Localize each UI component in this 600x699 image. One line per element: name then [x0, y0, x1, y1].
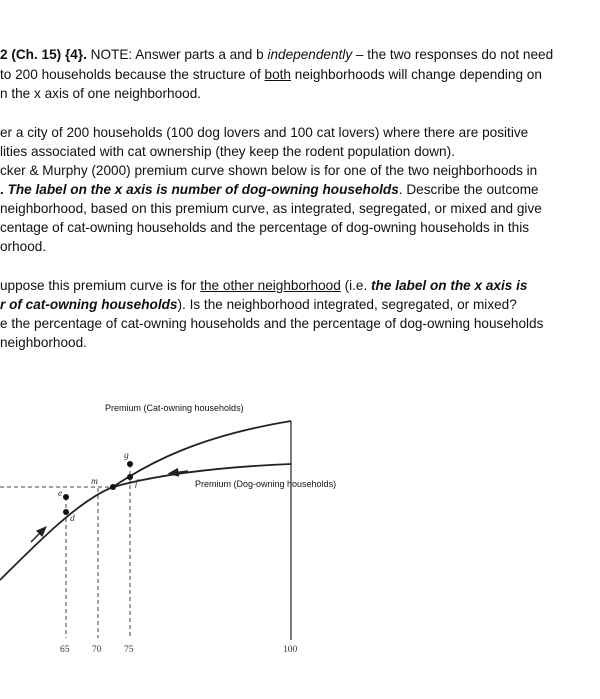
part-a-line-5: neighborhood, based on this premium curve, as integrated, segregated, or mixed and give: [0, 201, 542, 216]
intro-both: both: [264, 67, 291, 82]
part-a-l4-a: .: [0, 182, 8, 197]
point-g: [127, 461, 133, 467]
intro-l2-c: neighborhoods will change depending on: [290, 67, 542, 82]
intro-independently: independently: [267, 47, 353, 62]
part-b-line-4: neighborhood.: [0, 335, 87, 350]
part-b-l1-c: (i.e.: [340, 278, 372, 293]
part-a-line-7: orhood.: [0, 239, 47, 254]
point-label-g: g: [124, 451, 129, 461]
part-b-l1-a: uppose this premium curve is for: [0, 278, 201, 293]
point-label-f: f: [135, 479, 138, 489]
intro-note: NOTE: Answer parts a and b: [86, 47, 268, 62]
part-a-line-3: cker & Murphy (2000) premium curve shown below is for one of the two neighborhoods in: [0, 163, 538, 178]
point-label-m: m: [91, 477, 98, 487]
question-number: 2 (Ch. 15) {4}.: [0, 47, 87, 62]
x-tick-70: 70: [92, 645, 102, 655]
x-tick-100: 100: [283, 645, 298, 655]
part-b-line-3: e the percentage of cat-owning households and the percentage of dog-owning households: [0, 316, 544, 331]
cat-premium-curve: [0, 421, 291, 580]
point-label-d: d: [70, 514, 75, 524]
dashed-guides: [0, 464, 130, 638]
part-a-line-6: centage of cat-owning households and the percentage of dog-owning households in this: [0, 220, 530, 235]
part-a-line-1: er a city of 200 households (100 dog lovers and 100 cat lovers) where there are positive: [0, 125, 529, 140]
cat-curve-label: Premium (Cat-owning households): [105, 403, 244, 413]
part-b-other-neighborhood: the other neighborhood: [200, 278, 341, 293]
x-tick-75: 75: [124, 645, 134, 655]
part-a-l4-c: . Describe the outcome: [398, 182, 539, 197]
intro-l2-a: to 200 households because the structure of: [0, 67, 265, 82]
point-f: [127, 474, 133, 480]
part-b-l1-d: the label on the x axis is: [371, 278, 528, 293]
x-tick-65: 65: [60, 645, 70, 655]
part-b-l2-b: ). Is the neighborhood integrated, segregated, or mixed?: [177, 297, 517, 312]
point-d: [63, 509, 69, 515]
intro-line-3: n the x axis of one neighborhood.: [0, 86, 202, 101]
point-label-e: e: [58, 489, 63, 499]
point-e: [63, 494, 69, 500]
intro-rest: – the two responses do not need: [352, 47, 554, 62]
dog-curve-label: Premium (Dog-owning households): [195, 479, 337, 489]
part-a-line-2: lities associated with cat ownership (they keep the rodent population down).: [0, 144, 455, 159]
part-a-axis-label-note: The label on the x axis is number of dog-owning households: [7, 182, 399, 197]
point-m: [110, 484, 116, 490]
part-b-l2-a: r of cat-owning households: [0, 297, 178, 312]
